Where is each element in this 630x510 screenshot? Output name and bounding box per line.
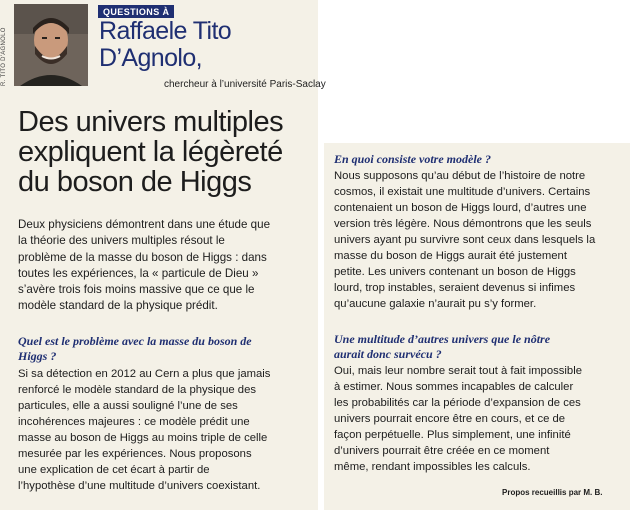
headline-line-2: expliquent la légèreté: [18, 136, 283, 168]
question-3-line-1: Une multitude d’autres univers que le nôtre: [334, 332, 551, 346]
answer-line: Si sa détection en 2012 au Cern a plus que jamais: [18, 368, 271, 380]
question-3: [334, 332, 550, 362]
answer-line: les probabilités car la période d’expansion de ces: [334, 397, 581, 409]
answer-line: masse au boson de Higgs au moins triple de celle: [18, 432, 268, 444]
question-3-line-2: aurait donc survécu ?: [334, 347, 442, 361]
answer-line: masse du boson de Higgs aurait été justement: [334, 250, 567, 262]
answer-line: version très légère. Nous démontrons que les seuls: [334, 218, 592, 230]
answer-line: renforcé le modèle standard de la physique des: [18, 384, 257, 396]
question-2: [334, 152, 491, 167]
intro-line: problème de la masse du boson de Higgs : dans: [18, 250, 267, 264]
answer-line: incohérences majeures : ce modèle prédit une: [18, 416, 250, 428]
headline: [18, 107, 314, 197]
intro-line: s’avère trois fois moins massive que ce que le: [18, 283, 255, 297]
question-1: [18, 334, 252, 364]
intro-line: Deux physiciens démontrent dans une étude que: [18, 218, 271, 231]
answer-line: même, rendant impossibles les calculs.: [334, 461, 531, 473]
name-line-1: Raffaele Tito: [99, 17, 232, 45]
portrait-photo: [14, 4, 88, 86]
question-2-line-1: En quoi consiste votre modèle ?: [334, 152, 491, 166]
intro-line: toutes les expériences, la « particule de Dieu »: [18, 266, 259, 280]
answer-line: particules, elle a aussi souligné l’une de ses: [18, 400, 238, 412]
answer-1: [18, 366, 270, 494]
answer-line: façon perpétuelle. Plus simplement, une infinité: [334, 429, 571, 441]
photo-credit: R. TITO D'AGNOLO: [1, 27, 7, 86]
headline-line-3: du boson de Higgs: [18, 166, 252, 198]
answer-line: cosmos, il existait une multitude d’univers. Certains: [334, 186, 591, 198]
answer-line: Nous supposons qu’au début de l’histoire de notre: [334, 170, 586, 182]
answer-line: mesurée par les expériences. Nous proposons: [18, 448, 252, 460]
answer-line: univers ayant pu survivre sont ceux dans lesquels la: [334, 234, 596, 246]
interview-credit: Propos recueillis par M. B.: [502, 488, 603, 497]
answer-line: petite. Les univers contenant un boson de Higgs: [334, 266, 576, 278]
answer-3: [334, 363, 582, 475]
question-1-line-2: Higgs ?: [18, 349, 57, 363]
answer-line: à estimer. Nous sommes incapables de calculer: [334, 381, 574, 393]
intro-paragraph: [18, 217, 310, 315]
interviewee-name: [99, 18, 231, 72]
headline-line-1: Des univers multiples: [18, 106, 284, 138]
answer-line: contenaient un boson de Higgs lourd, d’autres une: [334, 202, 587, 214]
answer-line: Oui, mais leur nombre serait tout à fait impossible: [334, 365, 583, 377]
answer-line: qu’aucune galaxie n’aurait pu s’y former.: [334, 298, 537, 310]
answer-line: une explication de cet écart à partir de: [18, 464, 210, 476]
answer-line: l’hypothèse d’une multitude d’univers coexistant.: [18, 480, 261, 492]
intro-line: la théorie des univers multiples résout le: [18, 234, 225, 248]
interviewee-role: chercheur à l’université Paris-Saclay: [164, 79, 326, 90]
intro-line: modèle standard de la physique prédit.: [18, 299, 218, 313]
answer-line: univers pourrait encore être en cours, et ce de: [334, 413, 566, 425]
question-1-line-1: Quel est le problème avec la masse du boson de: [18, 334, 252, 348]
answer-2: [334, 168, 595, 312]
kicker-label: QUESTIONS À: [98, 5, 174, 18]
answer-line: d’univers pourrait être créée en ce moment: [334, 445, 550, 457]
name-line-2: D’Agnolo,: [99, 44, 202, 72]
answer-line: lourd, trop instables, seraient devenus si infimes: [334, 282, 576, 294]
